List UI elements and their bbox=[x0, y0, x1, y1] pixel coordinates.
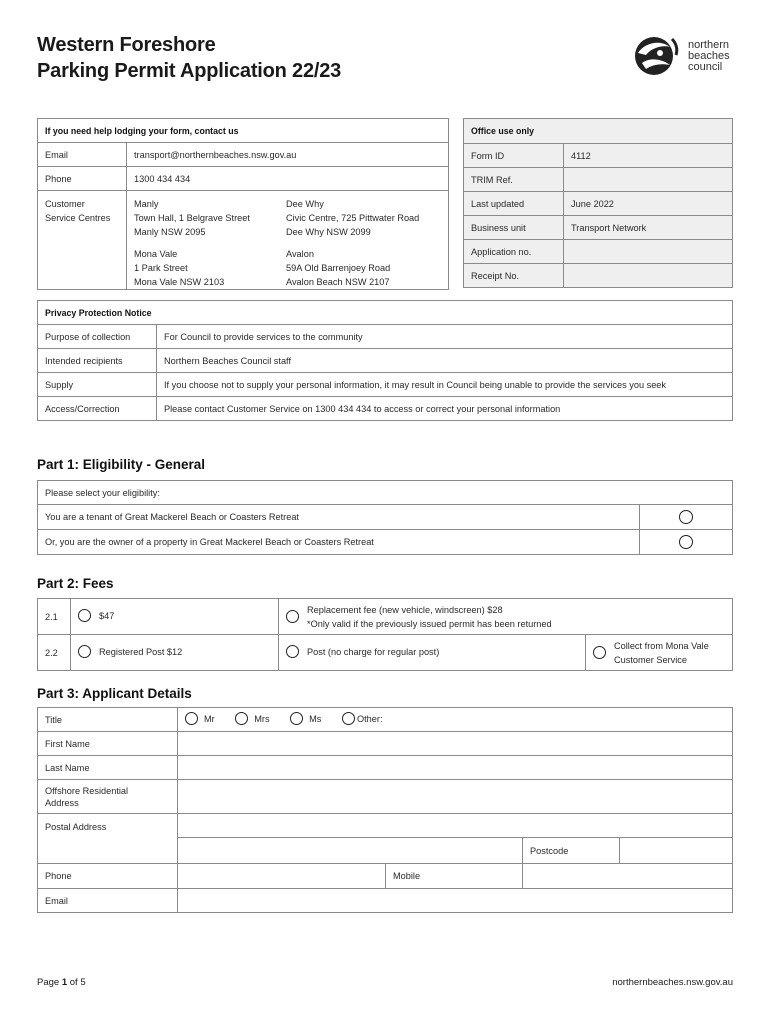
office-value bbox=[564, 168, 733, 192]
privacy-label: Intended recipients bbox=[38, 349, 157, 373]
eligibility-prompt: Please select your eligibility: bbox=[38, 481, 733, 505]
centre-manly bbox=[134, 197, 286, 239]
office-label: TRIM Ref. bbox=[464, 168, 564, 192]
fee-option-registered-post bbox=[71, 635, 279, 671]
first-name-field[interactable] bbox=[178, 732, 733, 756]
postcode-label: Postcode bbox=[523, 838, 620, 864]
regular-post-label: Post (no charge for regular post) bbox=[307, 646, 440, 657]
fee-47-label: $47 bbox=[99, 610, 115, 621]
postal-address-field-2[interactable] bbox=[178, 838, 523, 864]
email-label: Email bbox=[38, 889, 178, 913]
office-use-table bbox=[463, 118, 733, 288]
registered-post-radio[interactable] bbox=[78, 645, 91, 658]
council-logo-icon bbox=[630, 33, 682, 79]
privacy-label: Purpose of collection bbox=[38, 325, 157, 349]
replacement-fee-radio[interactable] bbox=[286, 610, 299, 623]
title-ms-radio[interactable] bbox=[290, 712, 303, 725]
title-label: Title bbox=[38, 708, 178, 732]
page-title bbox=[37, 32, 341, 84]
last-name-label: Last Name bbox=[38, 756, 178, 780]
title-other-label: Other: bbox=[356, 713, 383, 724]
contact-heading: If you need help lodging your form, contact us bbox=[38, 119, 449, 143]
title-line-1: Western Foreshore bbox=[37, 34, 216, 56]
contact-table bbox=[37, 118, 449, 290]
collect-label-line-2: Customer Service bbox=[614, 654, 688, 665]
privacy-value: If you choose not to supply your personal information, it may result in Council being unable to provide the services you seek bbox=[157, 373, 733, 397]
centre-name: Dee Why bbox=[286, 199, 324, 209]
tenant-radio[interactable] bbox=[679, 510, 693, 524]
registered-post-label: Registered Post $12 bbox=[99, 646, 183, 657]
centre-address-line: Dee Why NSW 2099 bbox=[286, 227, 371, 237]
page-suffix: of 5 bbox=[67, 977, 86, 988]
phone-field[interactable] bbox=[178, 864, 386, 888]
fee-option-replacement bbox=[279, 599, 733, 635]
title-ms-label: Ms bbox=[309, 713, 322, 724]
title-mrs-radio[interactable] bbox=[235, 712, 248, 725]
regular-post-radio[interactable] bbox=[286, 645, 299, 658]
offshore-address-label bbox=[38, 780, 178, 814]
eligibility-option-owner: Or, you are the owner of a property in Great Mackerel Beach or Coasters Retreat bbox=[38, 530, 640, 555]
collect-label-line-1: Collect from Mona Vale bbox=[614, 640, 709, 651]
page-current: 1 bbox=[61, 977, 68, 988]
centre-address-line: 1 Park Street bbox=[134, 263, 188, 273]
office-label: Form ID bbox=[464, 144, 564, 168]
eligibility-table bbox=[37, 480, 733, 555]
fees-table bbox=[37, 598, 733, 671]
title-mr-radio[interactable] bbox=[185, 712, 198, 725]
logo-line-1: northern bbox=[688, 38, 729, 51]
mobile-field[interactable] bbox=[523, 864, 732, 888]
email-label: Email bbox=[38, 143, 127, 167]
page-prefix: Page bbox=[37, 977, 62, 988]
privacy-value: Northern Beaches Council staff bbox=[157, 349, 733, 373]
fee-row-number: 2.2 bbox=[38, 635, 71, 671]
office-heading: Office use only bbox=[464, 119, 733, 144]
offshore-label-line-2: Address bbox=[45, 797, 79, 808]
fee-option-47 bbox=[71, 599, 279, 635]
title-mr-label: Mr bbox=[204, 713, 215, 724]
centre-address-line: Manly NSW 2095 bbox=[134, 227, 206, 237]
centre-dee-why bbox=[286, 197, 436, 239]
phone-mobile-row bbox=[178, 864, 733, 889]
owner-radio[interactable] bbox=[679, 535, 693, 549]
centre-name: Manly bbox=[134, 199, 159, 209]
replacement-fee-label: Replacement fee (new vehicle, windscreen) $28 bbox=[307, 604, 503, 615]
last-name-field[interactable] bbox=[178, 756, 733, 780]
office-value: June 2022 bbox=[564, 192, 733, 216]
part3-title: Part 3: Applicant Details bbox=[37, 686, 192, 701]
centre-address-line: Town Hall, 1 Belgrave Street bbox=[134, 213, 250, 223]
title-line-2: Parking Permit Application 22/23 bbox=[37, 60, 342, 82]
title-options bbox=[178, 708, 733, 732]
centre-address-line: 59A Old Barrenjoey Road bbox=[286, 263, 391, 273]
offshore-address-field[interactable] bbox=[178, 780, 733, 814]
title-mrs-label: Mrs bbox=[254, 713, 270, 724]
logo-line-2: beaches bbox=[688, 49, 730, 62]
fee-option-collect bbox=[586, 635, 733, 671]
phone-value[interactable]: 1300 434 434 bbox=[127, 167, 449, 191]
footer-website[interactable]: northernbeaches.nsw.gov.au bbox=[612, 977, 733, 988]
replacement-fee-note: *Only valid if the previously issued permit has been returned bbox=[307, 618, 552, 629]
offshore-label-line-1: Offshore Residential bbox=[45, 785, 129, 796]
centres-label-line-1: Customer bbox=[45, 199, 85, 209]
applicant-table bbox=[37, 707, 733, 913]
eligibility-radio-cell bbox=[640, 530, 733, 555]
centre-avalon bbox=[286, 247, 436, 289]
centre-mona-vale bbox=[134, 247, 286, 289]
collect-radio[interactable] bbox=[593, 646, 606, 659]
privacy-heading: Privacy Protection Notice bbox=[38, 301, 733, 325]
postal-address-label: Postal Address bbox=[38, 814, 178, 864]
fee-option-regular-post bbox=[279, 635, 586, 671]
privacy-label: Supply bbox=[38, 373, 157, 397]
centre-address-line: Mona Vale NSW 2103 bbox=[134, 277, 225, 287]
centre-name: Avalon bbox=[286, 249, 314, 259]
postal-address-field[interactable] bbox=[178, 814, 733, 838]
office-value: 4112 bbox=[564, 144, 733, 168]
logo-text bbox=[688, 40, 730, 73]
office-label: Last updated bbox=[464, 192, 564, 216]
first-name-label: First Name bbox=[38, 732, 178, 756]
centre-address-line: Avalon Beach NSW 2107 bbox=[286, 277, 390, 287]
email-value[interactable]: transport@northernbeaches.nsw.gov.au bbox=[127, 143, 449, 167]
centres-label-line-2: Service Centres bbox=[45, 213, 111, 223]
privacy-label: Access/Correction bbox=[38, 397, 157, 421]
office-label: Business unit bbox=[464, 216, 564, 240]
eligibility-radio-cell bbox=[640, 505, 733, 530]
office-value: Transport Network bbox=[564, 216, 733, 240]
centres-label bbox=[38, 191, 127, 290]
part1-title: Part 1: Eligibility - General bbox=[37, 457, 206, 472]
office-label: Receipt No. bbox=[464, 264, 564, 288]
centre-address-line: Civic Centre, 725 Pittwater Road bbox=[286, 213, 420, 223]
office-value bbox=[564, 264, 733, 288]
part2-title: Part 2: Fees bbox=[37, 576, 114, 591]
centres-list bbox=[127, 191, 449, 290]
fee-row-number: 2.1 bbox=[38, 599, 71, 635]
privacy-value: For Council to provide services to the community bbox=[157, 325, 733, 349]
postcode-field[interactable] bbox=[620, 838, 733, 864]
privacy-value: Please contact Customer Service on 1300 434 434 to access or correct your personal information bbox=[157, 397, 733, 421]
mobile-label: Mobile bbox=[386, 864, 523, 888]
office-label: Application no. bbox=[464, 240, 564, 264]
phone-label: Phone bbox=[38, 167, 127, 191]
logo-line-3: council bbox=[688, 60, 723, 73]
email-field[interactable] bbox=[178, 889, 733, 913]
eligibility-option-tenant: You are a tenant of Great Mackerel Beach or Coasters Retreat bbox=[38, 505, 640, 530]
phone-label: Phone bbox=[38, 864, 178, 889]
privacy-table bbox=[37, 300, 733, 421]
council-logo bbox=[630, 32, 740, 80]
fee-47-radio[interactable] bbox=[78, 609, 91, 622]
title-other-radio[interactable] bbox=[342, 712, 355, 725]
office-value bbox=[564, 240, 733, 264]
page-number bbox=[37, 977, 86, 988]
centre-name: Mona Vale bbox=[134, 249, 178, 259]
